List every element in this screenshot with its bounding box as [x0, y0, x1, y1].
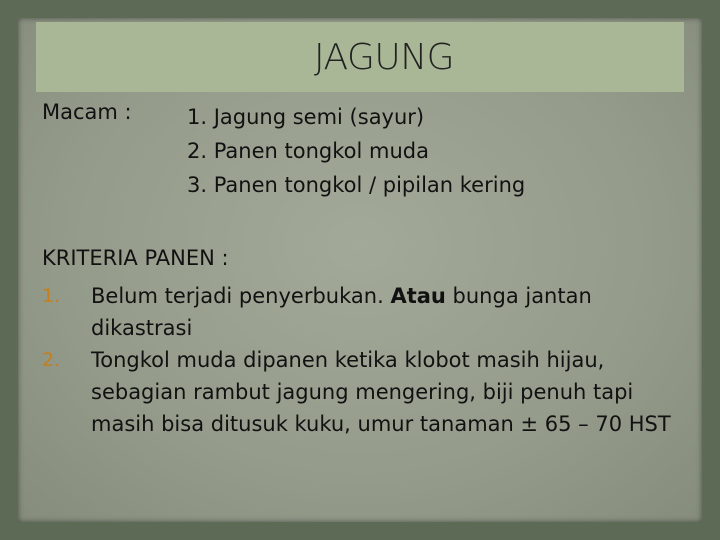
criteria-item [42, 344, 682, 440]
criteria-bold-word: Atau [390, 284, 446, 308]
title-bar [36, 22, 684, 92]
criteria-text: Tongkol muda dipanen ketika klobot masih hijau, sebagian rambut jagung mengering, biji penuh tapi masih bisa ditusuk kuku, umur tanaman ± 65 – 70 HST [91, 348, 671, 436]
criteria-item [42, 280, 682, 344]
criteria-number: 2. [42, 349, 61, 371]
variety-item: 2. Panen tongkol muda [187, 139, 429, 163]
variety-item: 1. Jagung semi (sayur) [187, 105, 425, 129]
variety-item: 3. Panen tongkol / pipilan kering [187, 173, 526, 197]
criteria-number: 1. [42, 285, 61, 307]
criteria-list [42, 280, 682, 440]
slide-panel [18, 18, 702, 522]
macam-label: Macam : [42, 100, 132, 124]
variety-list [187, 100, 525, 202]
criteria-text [91, 280, 681, 344]
criteria-text-before: Belum terjadi penyerbukan. [91, 284, 391, 308]
kriteria-heading: KRITERIA PANEN : [42, 246, 229, 270]
criteria-text-after: bunga jantan dikastrasi [91, 284, 592, 340]
slide-title: JAGUNG [313, 36, 455, 78]
